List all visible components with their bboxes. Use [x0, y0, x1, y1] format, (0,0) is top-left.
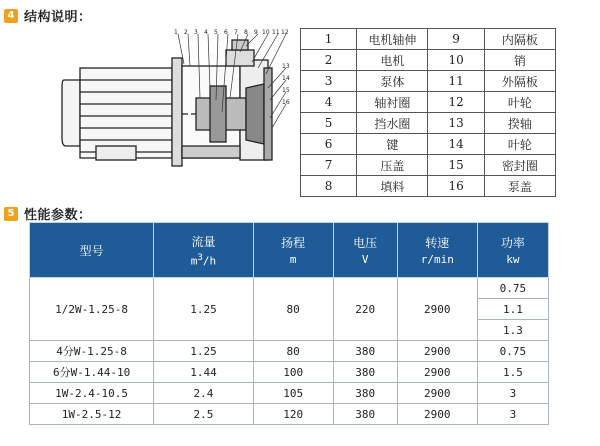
- cell-power: 3: [477, 383, 548, 404]
- cell-voltage: 380: [333, 404, 397, 425]
- cell-speed: 2900: [397, 362, 477, 383]
- table-row: [30, 383, 549, 404]
- cell-power: 1.3: [477, 320, 548, 341]
- part-number: 6: [301, 134, 357, 155]
- cell-model: 1W-2.4-10.5: [30, 383, 154, 404]
- cell-flow: 1.44: [154, 362, 254, 383]
- drawing-label: 7: [234, 29, 238, 36]
- cell-head: 105: [253, 383, 333, 404]
- parts-row: [301, 50, 556, 71]
- part-name: 揆轴: [484, 113, 555, 134]
- cell-head: 80: [253, 341, 333, 362]
- part-number: 8: [301, 176, 357, 197]
- parts-row: [301, 155, 556, 176]
- cell-flow: 2.5: [154, 404, 254, 425]
- drawing-label: 10: [262, 29, 270, 36]
- cell-head: 100: [253, 362, 333, 383]
- drawing-label: 15: [282, 87, 290, 94]
- part-number: 13: [428, 113, 484, 134]
- part-name: 挡水圈: [357, 113, 428, 134]
- cell-head: 120: [253, 404, 333, 425]
- parts-row: [301, 134, 556, 155]
- table-header-row: [30, 223, 549, 278]
- pump-cross-section-drawing: [60, 28, 292, 178]
- performance-parameters-table: [29, 222, 549, 425]
- drawing-label: 3: [194, 29, 198, 36]
- part-name: 轴衬圈: [357, 92, 428, 113]
- drawing-label: 11: [272, 29, 280, 36]
- parts-row: [301, 176, 556, 197]
- drawing-label: 12: [281, 29, 289, 36]
- cell-speed: 2900: [397, 278, 477, 341]
- cell-flow: 2.4: [154, 383, 254, 404]
- structure-section-heading: [4, 6, 92, 25]
- part-number: 16: [428, 176, 484, 197]
- cell-flow: 1.25: [154, 341, 254, 362]
- header-speed: 转速 r/min: [397, 223, 477, 278]
- header-model: 型号: [30, 223, 154, 278]
- cell-voltage: 380: [333, 362, 397, 383]
- performance-section-heading: [4, 204, 92, 223]
- cell-model: 6分W-1.44-10: [30, 362, 154, 383]
- section-number-icon: 5: [4, 207, 18, 221]
- parts-row: [301, 71, 556, 92]
- part-number: 3: [301, 71, 357, 92]
- part-name: 电机: [357, 50, 428, 71]
- cell-speed: 2900: [397, 383, 477, 404]
- part-number: 7: [301, 155, 357, 176]
- part-name: 叶轮: [484, 134, 555, 155]
- section-title: 结构说明：: [24, 10, 92, 25]
- part-name: 压盖: [357, 155, 428, 176]
- cell-power: 3: [477, 404, 548, 425]
- drawing-label: 1: [174, 29, 178, 36]
- cell-voltage: 380: [333, 341, 397, 362]
- cell-model: 1/2W-1.25-8: [30, 278, 154, 341]
- drawing-label: 16: [282, 99, 290, 106]
- header-head: 扬程 m: [253, 223, 333, 278]
- part-name: 密封圈: [484, 155, 555, 176]
- table-row: [30, 404, 549, 425]
- part-number: 15: [428, 155, 484, 176]
- table-row: [30, 278, 549, 299]
- header-power: 功率 kw: [477, 223, 548, 278]
- section-title: 性能参数：: [24, 208, 92, 223]
- part-name: 电机轴伸: [357, 29, 428, 50]
- drawing-label: 8: [244, 29, 248, 36]
- drawing-label: 4: [204, 29, 208, 36]
- part-name: 内隔板: [484, 29, 555, 50]
- drawing-label: 5: [214, 29, 218, 36]
- cell-power: 1.1: [477, 299, 548, 320]
- parts-row: [301, 113, 556, 134]
- section-number-icon: 4: [4, 9, 18, 23]
- part-name: 泵体: [357, 71, 428, 92]
- cell-speed: 2900: [397, 404, 477, 425]
- part-number: 1: [301, 29, 357, 50]
- part-number: 14: [428, 134, 484, 155]
- cell-power: 0.75: [477, 278, 548, 299]
- drawing-label: 13: [282, 63, 290, 70]
- drawing-label: 9: [254, 29, 258, 36]
- cell-model: 4分W-1.25-8: [30, 341, 154, 362]
- pump-body-illustration: [182, 40, 272, 160]
- part-name: 键: [357, 134, 428, 155]
- cell-power: 1.5: [477, 362, 548, 383]
- part-number: 2: [301, 50, 357, 71]
- drawing-label: 14: [282, 75, 290, 82]
- cell-power: 0.75: [477, 341, 548, 362]
- part-name: 填料: [357, 176, 428, 197]
- cell-speed: 2900: [397, 341, 477, 362]
- part-number: 10: [428, 50, 484, 71]
- part-number: 4: [301, 92, 357, 113]
- cell-voltage: 380: [333, 383, 397, 404]
- parts-row: [301, 92, 556, 113]
- part-name: 外隔板: [484, 71, 555, 92]
- header-flow: 流量 $m^3/h$: [154, 223, 254, 278]
- cell-flow: 1.25: [154, 278, 254, 341]
- part-number: 9: [428, 29, 484, 50]
- part-number: 5: [301, 113, 357, 134]
- drawing-label: 6: [224, 29, 228, 36]
- table-row: [30, 341, 549, 362]
- part-name: 销: [484, 50, 555, 71]
- drawing-label: 2: [184, 29, 188, 36]
- cell-model: 1W-2.5-12: [30, 404, 154, 425]
- part-name: 叶轮: [484, 92, 555, 113]
- cell-head: 80: [253, 278, 333, 341]
- part-number: 12: [428, 92, 484, 113]
- motor-illustration: [62, 58, 182, 166]
- table-row: [30, 362, 549, 383]
- part-name: 泵盖: [484, 176, 555, 197]
- part-number: 11: [428, 71, 484, 92]
- cell-voltage: 220: [333, 278, 397, 341]
- parts-list-table: [300, 28, 556, 197]
- parts-row: [301, 29, 556, 50]
- header-voltage: 电压 V: [333, 223, 397, 278]
